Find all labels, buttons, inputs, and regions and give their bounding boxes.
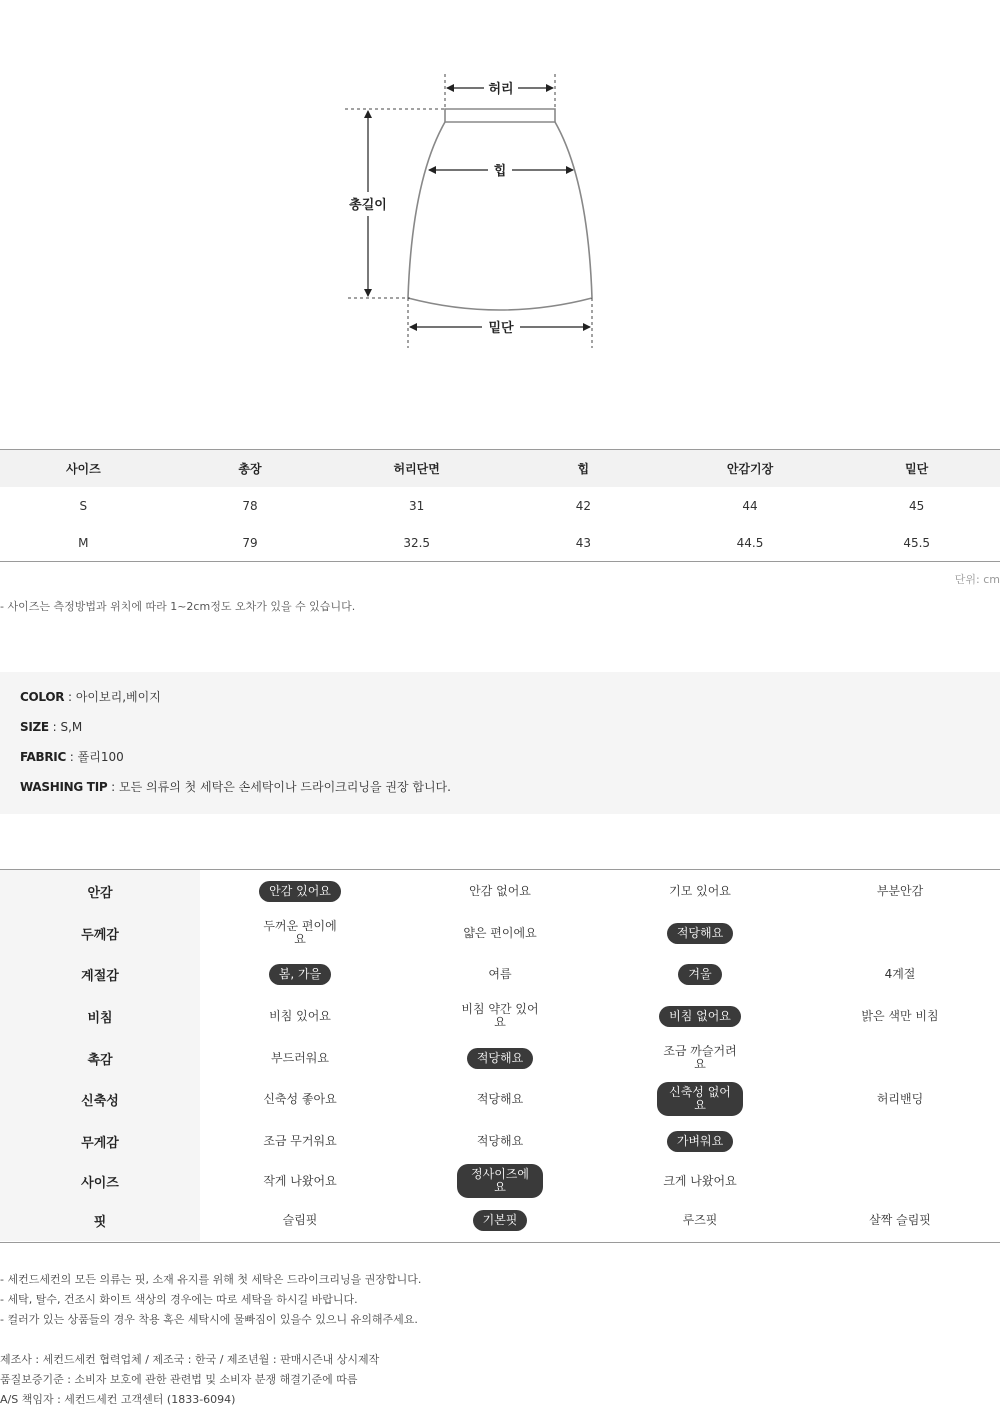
table-cell: 79 xyxy=(242,535,258,550)
care-note: - 세탁, 탈수, 건조시 화이트 색상의 경우에는 따로 세탁을 하시길 바랍니다. xyxy=(0,1293,358,1306)
care-note: - 세컨드세컨의 모든 의류는 핏, 소재 유지를 위해 첫 세탁은 드라이크리닝을 권장합니다. xyxy=(0,1273,422,1286)
table-cell: 42 xyxy=(575,498,591,513)
attribute-label: 신축성 xyxy=(0,1078,200,1120)
attribute-row xyxy=(0,1038,1000,1078)
table-cell: 44.5 xyxy=(736,535,764,550)
attribute-option-selected: 봄, 가을 xyxy=(269,964,331,985)
attribute-option-cell xyxy=(600,1082,800,1116)
table-cell: 45.5 xyxy=(903,535,931,550)
info-value: 아이보리,베이지 xyxy=(75,690,161,704)
attribute-option-cell xyxy=(200,920,400,946)
attribute-option-selected: 신축성 없어요 xyxy=(657,1082,743,1116)
info-value: 폴리100 xyxy=(77,750,124,764)
hem-label: 밑단 xyxy=(488,321,514,336)
attribute-option-cell xyxy=(400,1003,600,1029)
info-key: FABRIC xyxy=(20,750,66,764)
attribute-option-cell xyxy=(800,885,1000,898)
attribute-option-cell xyxy=(200,1135,400,1148)
care-and-maker-notes xyxy=(0,1273,421,1413)
attribute-option: 비침 있어요 xyxy=(269,1008,331,1023)
attribute-label: 두께감 xyxy=(0,912,200,954)
attribute-option-cell xyxy=(200,964,400,985)
attribute-option-cell xyxy=(400,1093,600,1106)
skirt-outline xyxy=(408,109,592,310)
attribute-option-selected: 비침 없어요 xyxy=(659,1006,741,1027)
attribute-label: 안감 xyxy=(0,870,200,912)
attribute-option-cell xyxy=(600,1131,800,1152)
info-fabric: FABRIC : 폴리100 xyxy=(20,750,124,764)
attribute-option: 적당해요 xyxy=(476,1091,524,1106)
attribute-option: 여름 xyxy=(488,966,512,981)
attribute-option-selected: 가벼워요 xyxy=(667,1131,733,1152)
attribute-option: 두꺼운 편이에요 xyxy=(263,919,337,946)
attribute-option: 안감 없어요 xyxy=(469,883,531,898)
info-key: WASHING TIP xyxy=(20,780,108,794)
attribute-row xyxy=(0,994,1000,1038)
header-hip: 힙 xyxy=(577,462,590,476)
table-row xyxy=(0,487,1000,524)
care-note: - 컬러가 있는 상품들의 경우 착용 혹은 세탁시에 물빠짐이 있을수 있으니 유의해주세요. xyxy=(0,1313,418,1326)
attribute-option: 크게 나왔어요 xyxy=(663,1173,737,1188)
attribute-row xyxy=(0,1078,1000,1120)
attribute-option-selected: 안감 있어요 xyxy=(259,881,341,902)
attribute-row xyxy=(0,954,1000,994)
attribute-option-cell xyxy=(800,968,1000,981)
length-measure xyxy=(348,111,387,296)
maker-info-line: A/S 책임자 : 세컨드세컨 고객센터 (1833-6094) xyxy=(0,1393,236,1406)
product-attribute-table xyxy=(0,869,1000,1243)
info-value: S,M xyxy=(60,720,83,734)
attribute-option: 밝은 색만 비침 xyxy=(861,1008,939,1023)
attribute-option-cell xyxy=(400,1048,600,1069)
attribute-option: 4계절 xyxy=(884,966,916,981)
attribute-option-cell xyxy=(600,1214,800,1227)
attribute-option-cell xyxy=(600,885,800,898)
table-cell: 32.5 xyxy=(403,535,431,550)
attribute-option-cell xyxy=(600,1045,800,1071)
size-table-header xyxy=(0,450,1000,487)
attribute-row xyxy=(0,1200,1000,1241)
size-note: - 사이즈는 측정방법과 위치에 따라 1~2cm정도 오차가 있을 수 있습니다. xyxy=(0,600,356,613)
attribute-option-cell xyxy=(200,1214,400,1227)
attribute-option-selected: 적당해요 xyxy=(667,923,733,944)
attribute-option-cell xyxy=(400,885,600,898)
length-label: 총길이 xyxy=(349,198,387,213)
attribute-option-selected: 정사이즈에요 xyxy=(457,1164,543,1198)
size-table xyxy=(0,449,1000,562)
product-info-box xyxy=(0,672,1000,814)
table-cell: 45 xyxy=(909,498,925,513)
info-key: SIZE xyxy=(20,720,49,734)
header-lining-length: 안감기장 xyxy=(726,462,774,476)
attribute-option: 얇은 편이에요 xyxy=(463,925,537,940)
attribute-option: 살짝 슬림핏 xyxy=(869,1213,931,1227)
attribute-label: 촉감 xyxy=(0,1038,200,1078)
attribute-option-cell xyxy=(600,1175,800,1188)
attribute-option-selected: 겨울 xyxy=(678,964,721,985)
info-color: COLOR : 아이보리,베이지 xyxy=(20,690,161,704)
attribute-option-cell xyxy=(200,881,400,902)
info-washing-tip: WASHING TIP : 모든 의류의 첫 세탁은 손세탁이나 드라이크리닝을 권장 합니다. xyxy=(20,780,451,794)
header-size: 사이즈 xyxy=(65,462,101,476)
attribute-option: 루즈핏 xyxy=(682,1213,718,1227)
attribute-option-cell xyxy=(200,1010,400,1023)
table-cell: 78 xyxy=(242,498,258,513)
table-cell: M xyxy=(78,535,89,550)
skirt-measurement-diagram xyxy=(0,0,1000,360)
attribute-option-cell xyxy=(600,964,800,985)
attribute-option: 조금 까슬거려요 xyxy=(663,1044,737,1071)
attribute-label: 핏 xyxy=(0,1200,200,1241)
attribute-option: 신축성 좋아요 xyxy=(263,1091,337,1106)
table-row xyxy=(0,524,1000,561)
attribute-option-cell xyxy=(400,968,600,981)
attribute-option-selected: 기본핏 xyxy=(473,1210,528,1231)
info-value: 모든 의류의 첫 세탁은 손세탁이나 드라이크리닝을 권장 합니다. xyxy=(119,780,451,794)
attribute-option: 부드러워요 xyxy=(271,1050,329,1065)
attribute-option-selected: 적당해요 xyxy=(467,1048,533,1069)
table-cell: 43 xyxy=(575,535,591,550)
attribute-row xyxy=(0,1120,1000,1162)
attribute-option: 비침 약간 있어요 xyxy=(461,1002,539,1029)
attribute-option-cell xyxy=(400,1135,600,1148)
header-waist: 허리단면 xyxy=(393,462,440,476)
attribute-option-cell xyxy=(400,1210,600,1231)
attribute-option: 부분안감 xyxy=(876,883,924,898)
table-cell: 31 xyxy=(409,498,425,513)
waist-measure xyxy=(447,81,553,97)
hip-measure xyxy=(429,163,573,179)
attribute-option: 기모 있어요 xyxy=(669,883,731,898)
attribute-option-cell xyxy=(800,1010,1000,1023)
header-total-length: 총장 xyxy=(238,462,262,476)
attribute-row xyxy=(0,1162,1000,1200)
attribute-option: 슬림핏 xyxy=(282,1213,318,1227)
table-cell: 44 xyxy=(742,498,758,513)
attribute-option-cell xyxy=(200,1052,400,1065)
attribute-row xyxy=(0,912,1000,954)
maker-info-line: 제조사 : 세컨드세컨 협력업체 / 제조국 : 한국 / 제조년월 : 판매시즌내 상시제작 xyxy=(0,1353,380,1366)
info-size: SIZE : S,M xyxy=(20,720,83,734)
attribute-option-cell xyxy=(400,1164,600,1198)
attribute-option-cell xyxy=(200,1093,400,1106)
table-cell: S xyxy=(79,498,88,513)
attribute-row xyxy=(0,870,1000,912)
maker-info-line: 품질보증기준 : 소비자 보호에 관한 관련법 및 소비자 분쟁 해결기준에 따름 xyxy=(0,1373,358,1386)
info-key: COLOR xyxy=(20,690,65,704)
attribute-option: 작게 나왔어요 xyxy=(263,1173,337,1188)
hip-label: 힙 xyxy=(493,164,507,179)
attribute-option-cell xyxy=(200,1175,400,1188)
attribute-option-cell xyxy=(600,923,800,944)
attribute-label: 무게감 xyxy=(0,1120,200,1162)
unit-label: 단위: cm xyxy=(954,573,1000,586)
waist-label: 허리 xyxy=(488,82,514,97)
attribute-option: 허리밴딩 xyxy=(876,1091,924,1106)
attribute-option: 적당해요 xyxy=(476,1133,524,1148)
attribute-option-cell xyxy=(800,1093,1000,1106)
attribute-label: 사이즈 xyxy=(0,1162,200,1200)
header-hem: 밑단 xyxy=(905,462,929,476)
attribute-option: 조금 무거워요 xyxy=(263,1133,337,1148)
attribute-label: 비침 xyxy=(0,994,200,1038)
attribute-label: 계절감 xyxy=(0,954,200,994)
hem-measure xyxy=(410,320,590,336)
attribute-option-cell xyxy=(400,927,600,940)
attribute-option-cell xyxy=(600,1006,800,1027)
attribute-option-cell xyxy=(800,1214,1000,1227)
